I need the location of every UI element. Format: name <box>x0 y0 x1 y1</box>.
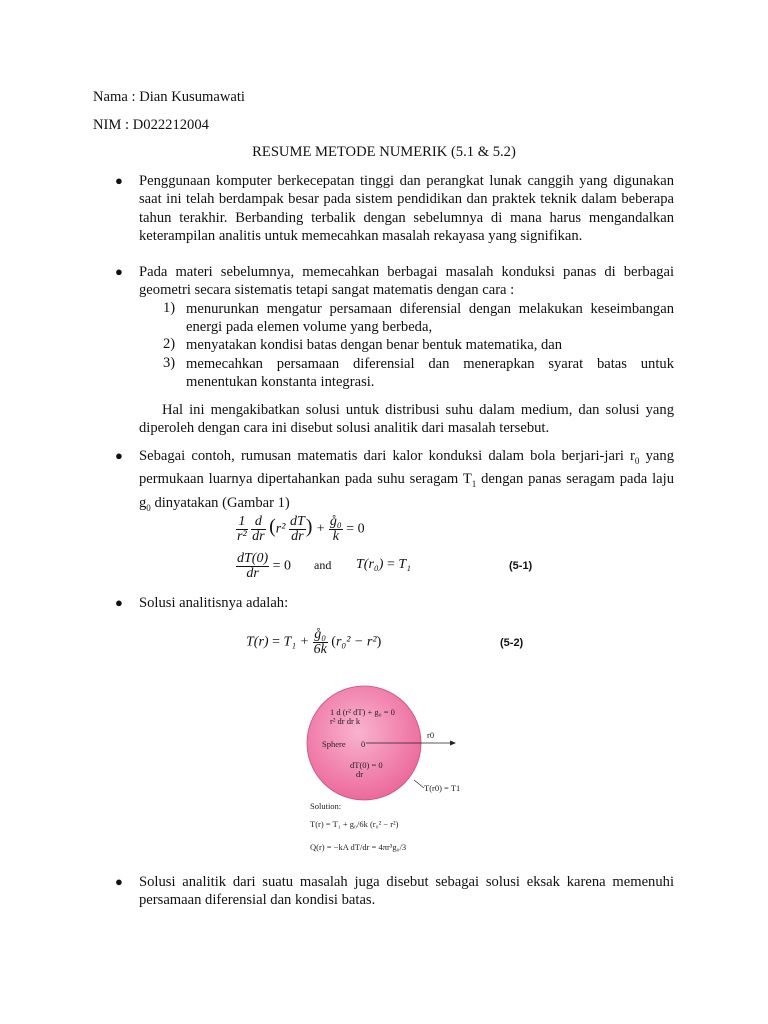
solution-label: Solution: <box>310 801 342 811</box>
radius-label: r0 <box>427 730 435 740</box>
list-item: memecahkan persamaan diferensial dan menerapkan syarat batas untuk menentukan konstanta integrasi. <box>186 356 674 391</box>
fig-solution-1: T(r) = T₁ + g₀/6k (r₀² − r²) <box>310 819 399 829</box>
paragraph: Hal ini mengakibatkan solusi untuk distribusi suhu dalam medium, dan solusi yang diperoleh dengan cara ini disebut solusi analitik dari masalah tersebut. <box>139 402 674 437</box>
bullet-text-1: Penggunaan komputer berkecepatan tinggi dan perangkat lunak canggih yang digunakan saat ini telah berdampak besar pada sistem pendidikan dan praktek teknik dalam beberapa tahun terakhir. Berbanding terbalik dengan sebelumnya di mana harus mengandalkan keterampilan analitis untuk memecahkan masalah rekayasa yang signifikan. <box>139 173 674 245</box>
bullet-icon: ● <box>115 874 123 889</box>
arrow-head-icon <box>450 741 456 746</box>
list-number: 2) <box>163 336 176 352</box>
bullet-text-3: Sebagai contoh, rumusan matematis dari kalor konduksi dalam bola berjari-jari $r_0$ yang permukaan luarnya dipertahankan pada suhu seragam $T_1$ dengan panas seragam pada laju $g_0$ dinyatakan (Gambar 1) <box>139 448 674 513</box>
equation-label-5-2: (5-2) <box>500 637 524 649</box>
fig-bc-denominator: dr <box>356 769 364 779</box>
equation-label-5-1: (5-1) <box>509 560 533 572</box>
bullet-text-4: Solusi analitisnya adalah: <box>139 595 289 611</box>
list-number: 1) <box>163 300 176 316</box>
fig-equation: 1 d (r² dT) + g₀ = 0 <box>330 707 395 717</box>
equation-5-1-line-1: $\frac{1}{\text{r²}}$ $\frac{d}{dr}$ (r² $\frac{dT}{dr}$ ) + $\frac{\text{g̊₀}}{k}$ = 0 <box>237 514 365 544</box>
bullet-icon: ● <box>115 448 123 463</box>
sphere-label: Sphere <box>322 739 346 749</box>
equation-5-2: T(r) = T₁ + $\frac{\text{g̊₀}}{6k}$ (r₀² − r²) <box>246 627 382 657</box>
surface-label: T(r0) = T1 <box>424 783 461 793</box>
surface-leader <box>414 780 424 788</box>
page-title: RESUME METODE NUMERIK (5.1 & 5.2) <box>252 144 516 160</box>
student-id: NIM : D022212004 <box>93 117 209 133</box>
fig-solution-2: Q(r) = −kA dT/dr = 4πr³g₀/3 <box>310 842 407 852</box>
bullet-text-2: Pada materi sebelumnya, memecahkan berbagai masalah konduksi panas di berbagai geometri secara sistematis tetapi sangat matematis dengan cara : <box>139 264 674 299</box>
sphere-figure <box>300 680 470 860</box>
center-label: 0 <box>361 739 366 749</box>
list-item: menurunkan mengatur persamaan diferensial dengan melakukan keseimbangan energi pada elemen volume yang berbeda, <box>186 301 674 336</box>
equation-and: and <box>314 558 332 572</box>
bullet-icon: ● <box>115 264 123 279</box>
fig-equation-denominator: r² dr dr k <box>330 716 361 726</box>
fig-bc: dT(0) = 0 <box>350 760 383 770</box>
list-number: 3) <box>163 355 176 371</box>
equation-boundary: T(r₀) = T₁ <box>356 557 411 572</box>
bullet-icon: ● <box>115 595 123 610</box>
student-name: Nama : Dian Kusumawati <box>93 89 245 105</box>
equation-5-1-line-2: $\frac{dT(0)}{dr}$ = 0 <box>237 551 292 581</box>
bullet-icon: ● <box>115 173 123 188</box>
bullet-text-5: Solusi analitik dari suatu masalah juga disebut sebagai solusi eksak karena memenuhi persamaan diferensial dan kondisi batas. <box>139 874 674 909</box>
list-item: menyatakan kondisi batas dengan benar bentuk matematika, dan <box>186 337 563 353</box>
